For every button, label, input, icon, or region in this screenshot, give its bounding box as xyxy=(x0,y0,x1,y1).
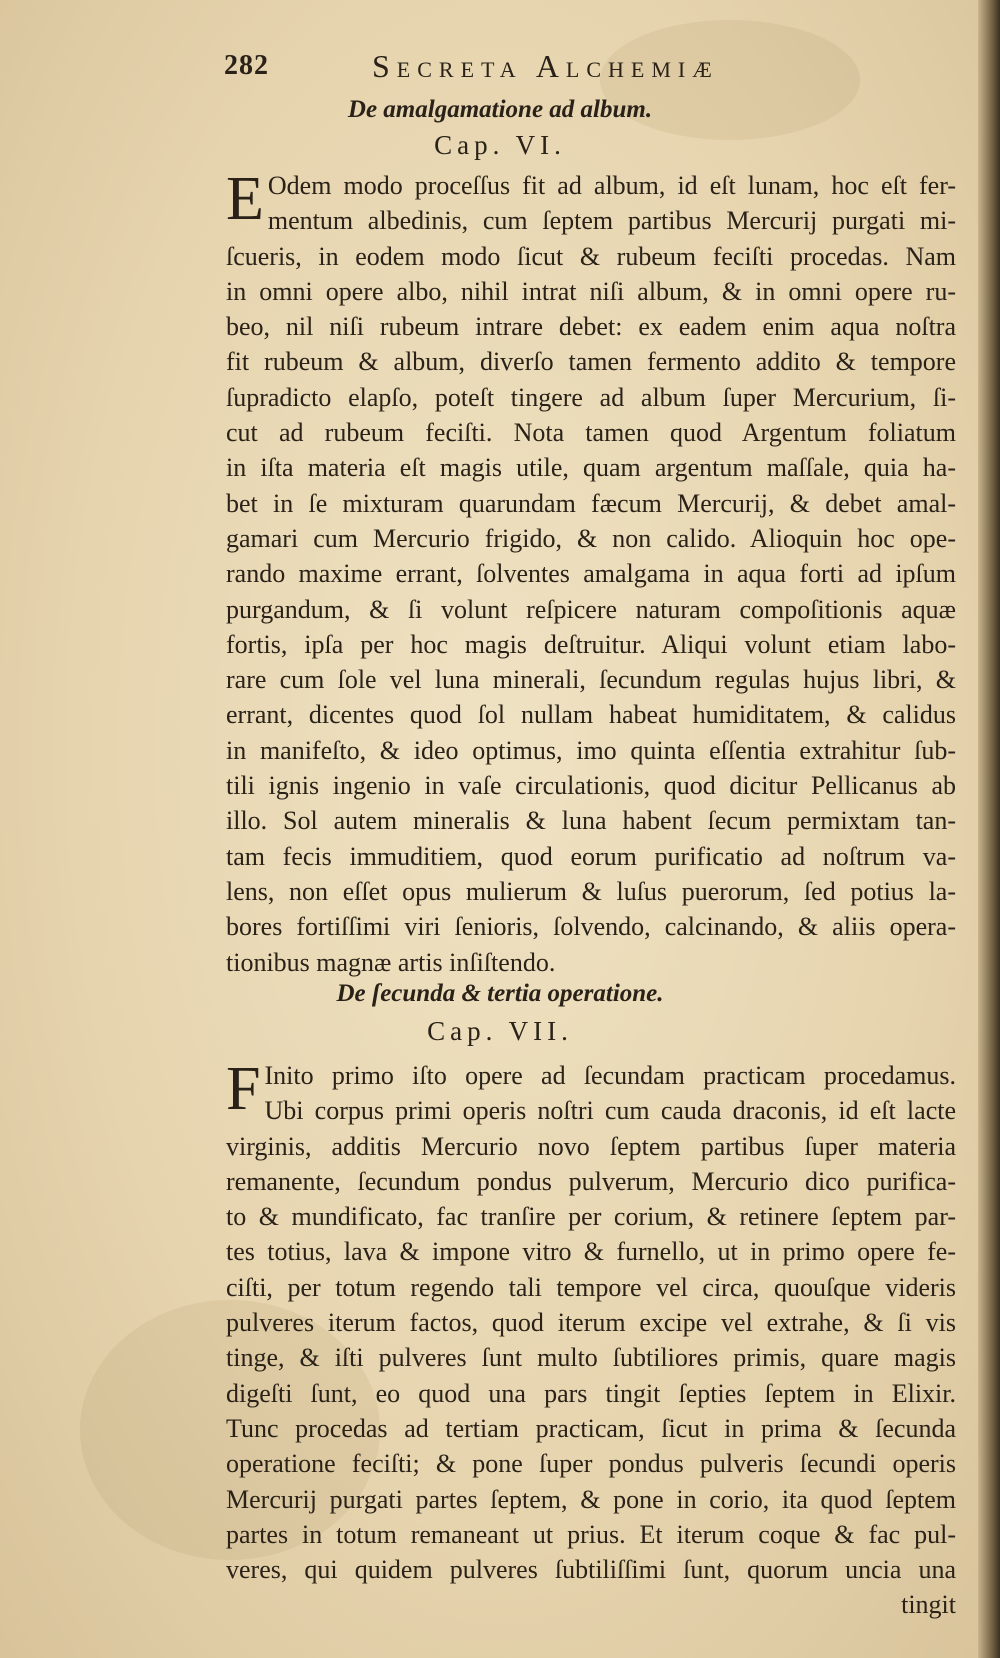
text-line: in omni opere albo, nihil intrat niſi album, & in omni opere ru- xyxy=(226,276,956,306)
text-line: Ubi corpus primi operis noſtri cum cauda draconis, id eſt lacte xyxy=(264,1096,956,1126)
text-line: virginis, additis Mercurio novo ſeptem partibus ſuper materia xyxy=(226,1131,956,1161)
text-line: fit rubeum & album, diverſo tamen fermento addito & tempore xyxy=(226,347,956,377)
text-line: Inito primo iſto opere ad ſecundam practicam procedamus. xyxy=(264,1061,956,1090)
text-line: bet in ſe mixturam quarundam fæcum Mercurij, & debet amal- xyxy=(226,488,956,518)
text-line: bores fortiſſimi viri ſenioris, ſolvendo, calcinando, & aliis opera- xyxy=(226,912,956,942)
text-line: tam fecis immuditiem, quod eorum purificatio ad noſtrum va- xyxy=(226,841,956,871)
text-line: Mercurij purgati partes ſeptem, & pone in corio, ita quod ſeptem xyxy=(226,1484,956,1514)
text-line: tili ignis ingenio in vaſe circulationis, quod dicitur Pellicanus ab xyxy=(226,771,956,801)
text-line: tes totius, lava & impone vitro & furnello, ut in primo opere fe- xyxy=(226,1237,956,1267)
text-line: in manifeſto, & ideo optimus, imo quinta eſſentia extrahitur ſub- xyxy=(226,735,956,765)
text-line: to & mundificato, fac tranſire per corium, & retinere ſeptem par- xyxy=(226,1202,956,1232)
text-line: Odem modo proceſſus fit ad album, id eſt lunam, hoc eſt fer- xyxy=(267,171,956,200)
chapter-heading-6: Cap. VI. xyxy=(434,130,566,160)
text-line: in iſta materia eſt magis utile, quam argentum maſſale, quia ha- xyxy=(226,453,956,483)
text-line: partes in totum remaneant ut prius. Et iterum coque & fac pul- xyxy=(226,1519,956,1549)
section-title-second-third-operation: De ſecunda & tertia operatione. xyxy=(336,980,664,1007)
text-line: lens, non eſſet opus mulierum & luſus puerorum, ſed potius la- xyxy=(226,876,956,906)
text-line: operatione feciſti; & pone ſuper pondus pulveris ſecundi operis xyxy=(226,1449,956,1479)
text-line: illo. Sol autem mineralis & luna habent ſecum permixtam tan- xyxy=(226,806,956,836)
text-line: veres, qui quidem pulveres ſubtiliſſimi ſunt, quorum uncia una xyxy=(226,1555,956,1585)
page-gutter-shadow xyxy=(978,0,1000,1658)
text-line: digeſti ſunt, eo quod una pars tingit ſepties ſeptem in Elixir. xyxy=(226,1378,956,1408)
paragraph-chapter-6 xyxy=(226,165,956,980)
text-line: ſcueris, in eodem modo ſicut & rubeum feciſti procedas. Nam xyxy=(226,241,956,271)
text-line: rando maxime errant, ſolventes amalgama in aqua forti ad ipſum xyxy=(226,559,956,589)
text-line: Tunc procedas ad tertiam practicam, ſicut in prima & ſecunda xyxy=(226,1413,956,1443)
drop-cap: F xyxy=(226,1055,261,1123)
text-line: ſupradicto elapſo, poteſt tingere ad album ſuper Mercurium, ſi- xyxy=(226,382,956,412)
paragraph-chapter-7 xyxy=(226,1055,956,1623)
running-title: Secreta Alchemiæ xyxy=(372,48,719,84)
text-line: errant, dicentes quod ſol nullam habeat humiditatem, & calidus xyxy=(226,700,956,730)
text-line: ciſti, per totum regendo tali tempore vel circa, quouſque videris xyxy=(226,1272,956,1302)
catchword: tingit xyxy=(901,1590,956,1620)
page-number: 282 xyxy=(224,50,269,81)
text-line: mentum albedinis, cum ſeptem partibus Mercurij purgati mi- xyxy=(267,206,956,236)
text-line: tionibus magnæ artis inſiſtendo. xyxy=(226,947,556,977)
text-line: beo, nil niſi rubeum intrare debet: ex eadem enim aqua noſtra xyxy=(226,312,956,342)
text-line: purgandum, & ſi volunt reſpicere naturam compoſitionis aquæ xyxy=(226,594,956,624)
chapter-heading-7: Cap. VII. xyxy=(427,1016,573,1046)
page-header xyxy=(224,44,784,92)
text-line: pulveres iterum factos, quod iterum excipe vel extrahe, & ſi vis xyxy=(226,1308,956,1338)
text-line: cut ad rubeum feciſti. Nota tamen quod Argentum foliatum xyxy=(226,418,956,448)
text-line: gamari cum Mercurio frigido, & non calido. Alioquin hoc ope- xyxy=(226,523,956,553)
text-line: remanente, ſecundum pondus pulverum, Mercurio dico purifica- xyxy=(226,1166,956,1196)
section-title-amalgamation: De amalgamatione ad album. xyxy=(347,96,653,123)
text-line: fortis, ipſa per hoc magis deſtruitur. Aliqui volunt etiam labo- xyxy=(226,629,956,659)
text-line: tinge, & iſti pulveres ſunt multo ſubtiliores primis, quare magis xyxy=(226,1343,956,1373)
drop-cap: E xyxy=(226,165,264,233)
text-line: rare cum ſole vel luna minerali, ſecundum regulas hujus libri, & xyxy=(226,665,956,695)
